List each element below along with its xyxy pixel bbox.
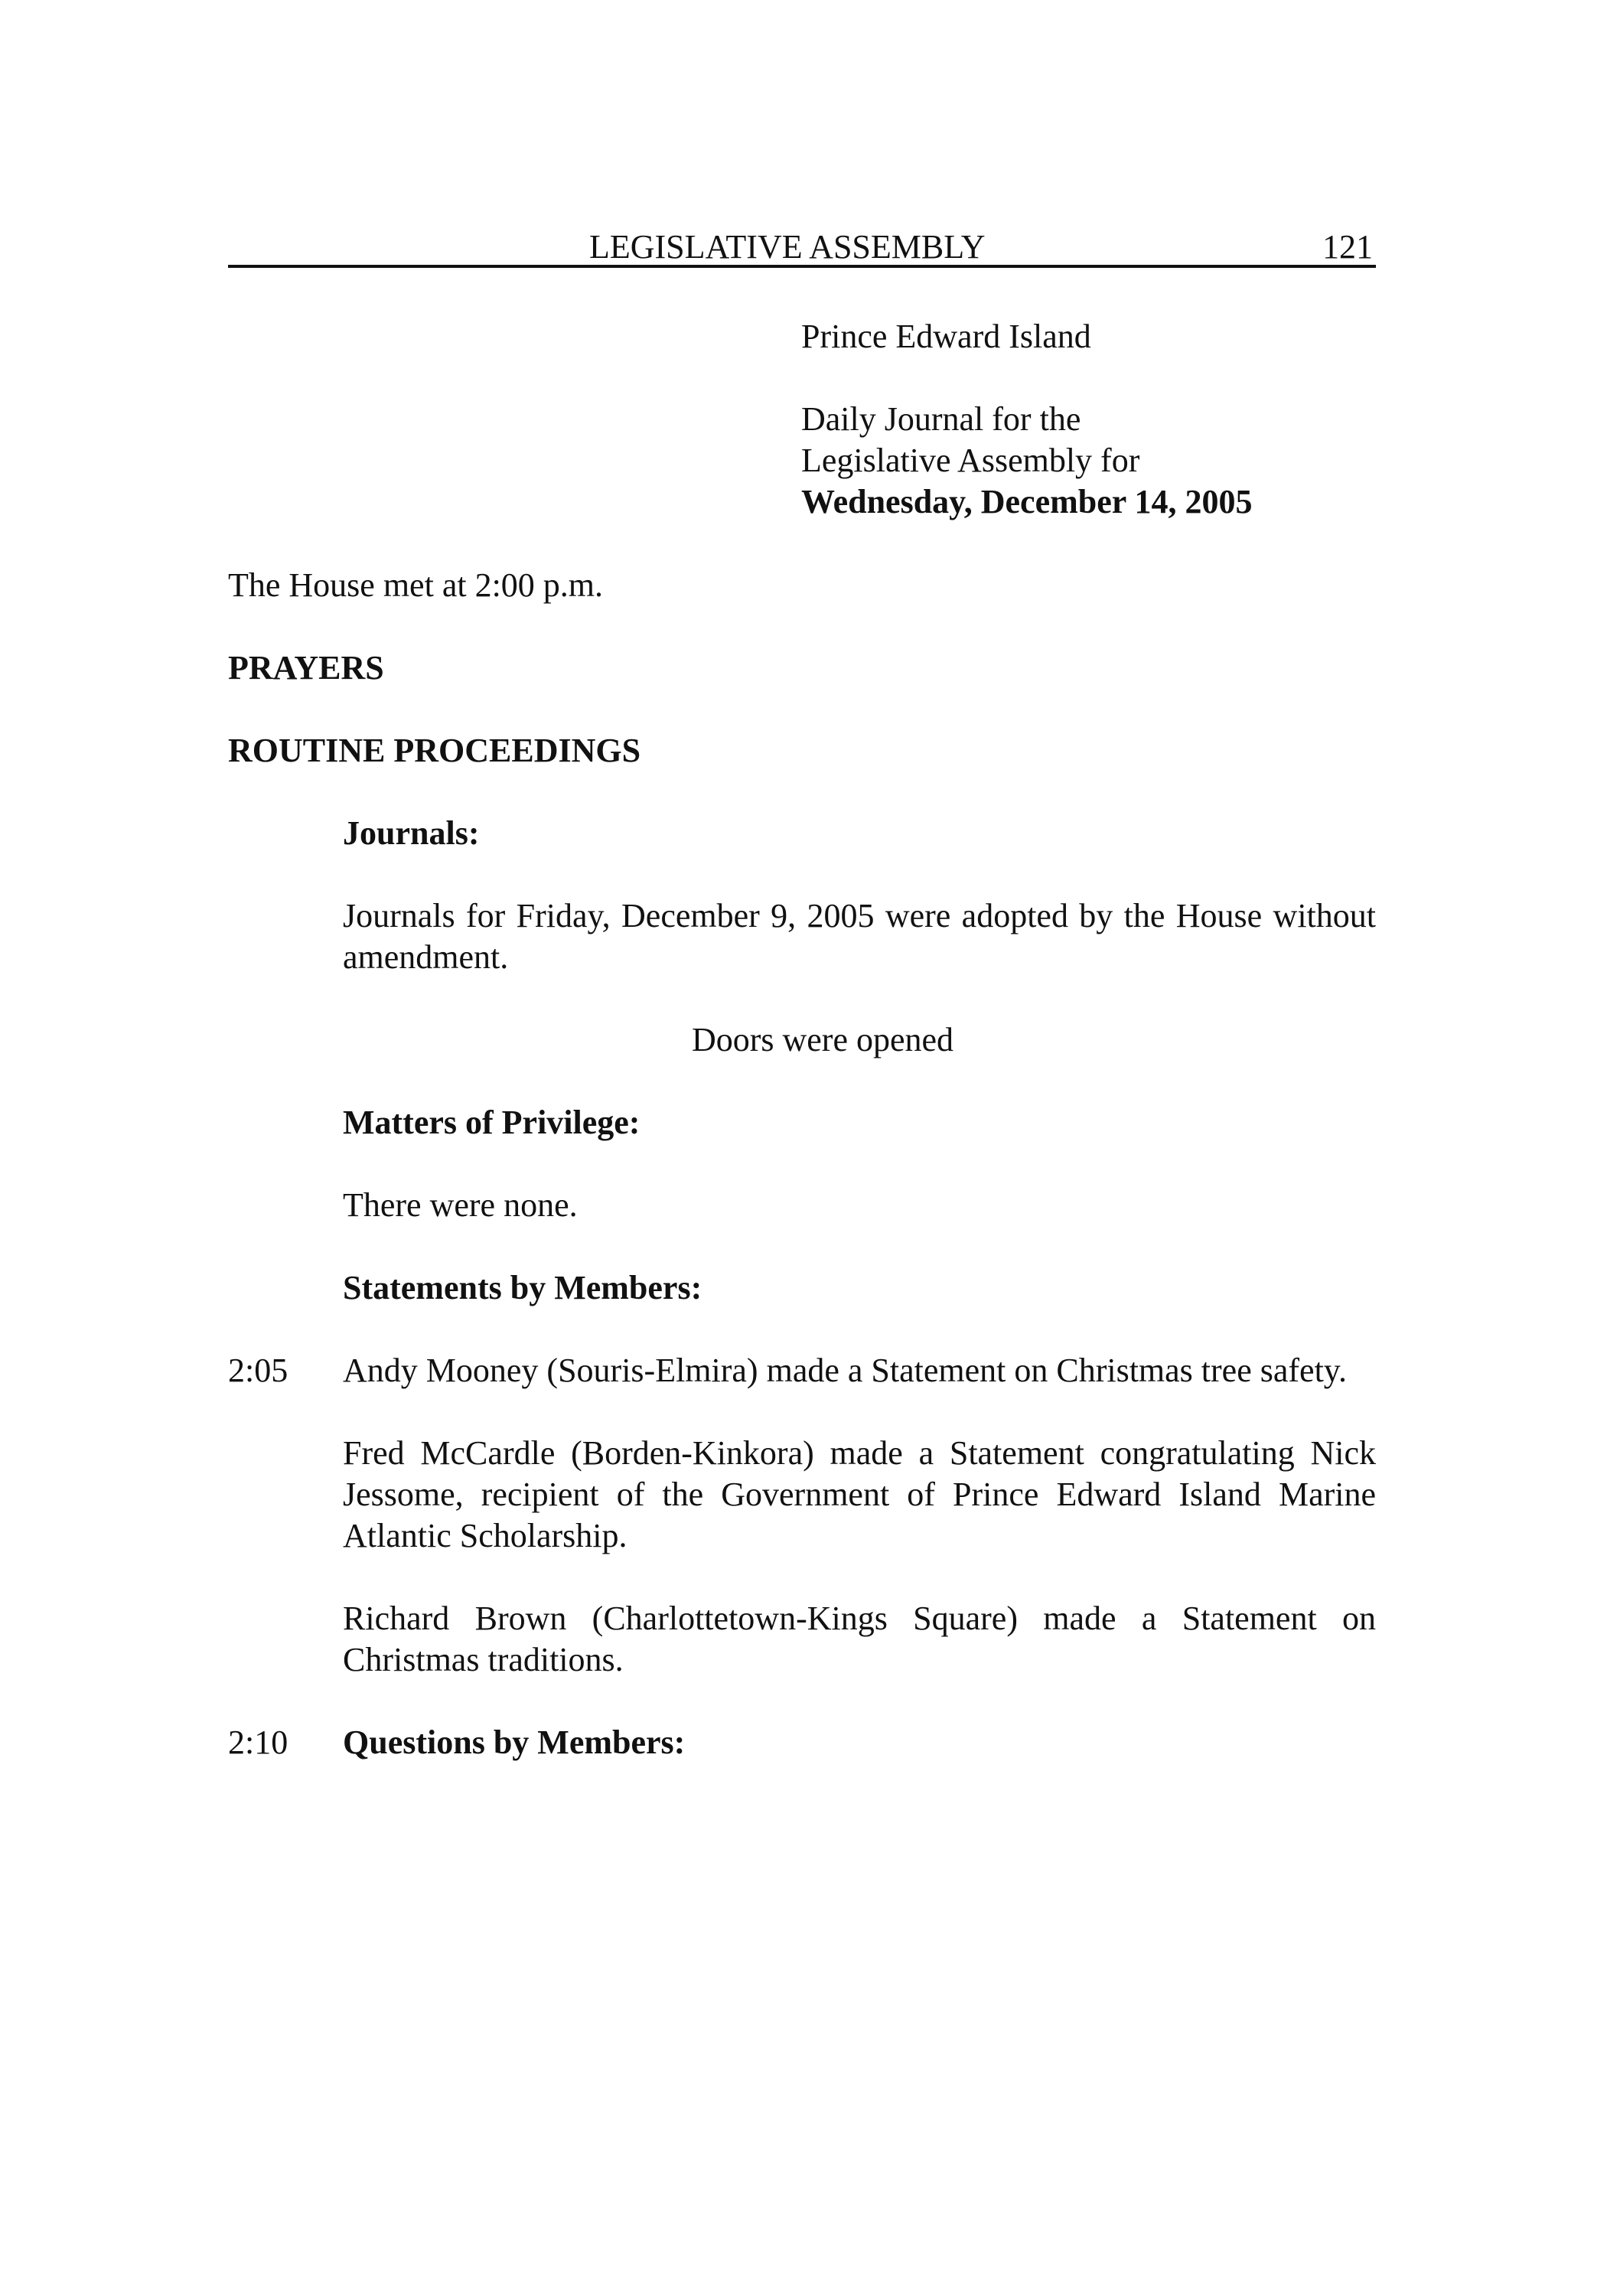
member-statement: Andy Mooney (Souris-Elmira) made a Statement on Christmas tree safety. <box>343 1352 1347 1389</box>
time-marker: 2:10 <box>228 1724 288 1761</box>
journal-date: Wednesday, December 14, 2005 <box>801 483 1253 520</box>
prayers-heading: PRAYERS <box>228 649 384 687</box>
doors-opened-note <box>0 1019 1607 1061</box>
member-statement: Fred McCardle (Borden-Kinkora) made a Statement congratulating Nick Jessome, recipient of the Government of Prince Edward Island Marine Atlantic Scholarship. <box>343 1434 1376 1554</box>
journals-heading: Journals: <box>343 814 480 852</box>
member-statement: Richard Brown (Charlottetown-Kings Square) made a Statement on Christmas traditions. <box>343 1600 1376 1678</box>
house-met-statement: The House met at 2:00 p.m. <box>228 566 604 604</box>
matters-of-privilege-heading: Matters of Privilege: <box>343 1104 641 1141</box>
time-marker: 2:05 <box>228 1352 288 1389</box>
page-number: 121 <box>1322 228 1373 266</box>
jurisdiction-name: Prince Edward Island <box>801 318 1091 355</box>
statements-by-members-heading: Statements by Members: <box>343 1269 702 1306</box>
journal-title-line-2: Legislative Assembly for <box>801 442 1140 479</box>
journal-title-line-1: Daily Journal for the <box>801 400 1081 438</box>
matters-of-privilege-text: There were none. <box>343 1186 578 1224</box>
running-header-title: LEGISLATIVE ASSEMBLY <box>589 228 986 266</box>
journals-paragraph: Journals for Friday, December 9, 2005 were adopted by the House without amendment. <box>343 897 1376 976</box>
header-rule <box>228 265 1376 268</box>
routine-proceedings-heading: ROUTINE PROCEEDINGS <box>228 732 641 769</box>
doors-opened-text: Doors were opened <box>691 1021 954 1058</box>
questions-by-members-heading: Questions by Members: <box>343 1724 686 1761</box>
